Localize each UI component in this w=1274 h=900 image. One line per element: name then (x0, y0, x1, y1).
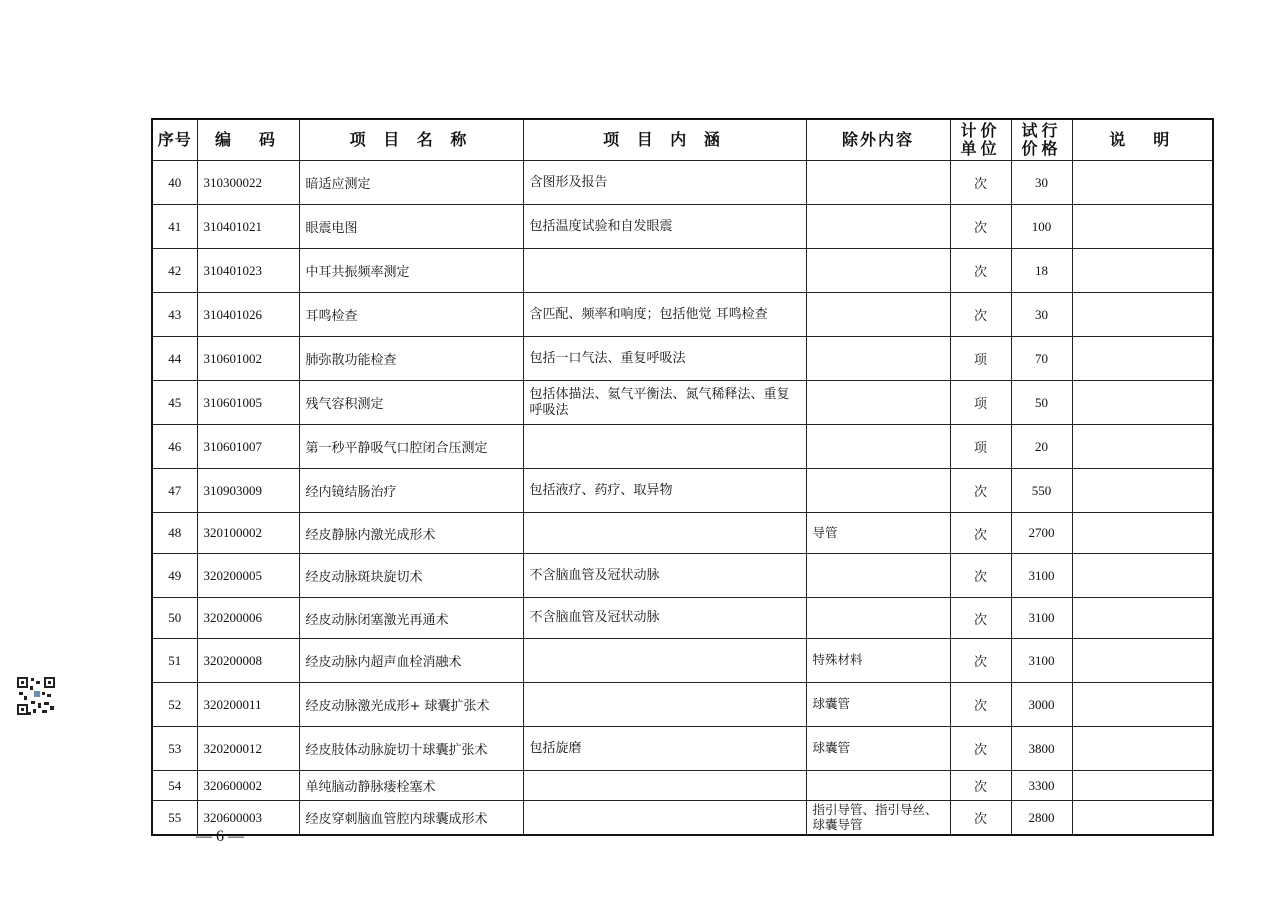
row-unit: 次 (950, 161, 1011, 205)
row-seq: 47 (152, 469, 197, 513)
row-price: 3100 (1011, 554, 1072, 598)
row-price: 50 (1011, 381, 1072, 425)
row-note (1072, 337, 1213, 381)
row-name: 单纯脑动静脉瘘栓塞术 (299, 771, 523, 801)
row-note (1072, 727, 1213, 771)
row-note (1072, 249, 1213, 293)
row-exclusion (806, 293, 950, 337)
row-code: 310601007 (197, 425, 299, 469)
row-exclusion: 导管 (806, 513, 950, 554)
row-note (1072, 425, 1213, 469)
header-name: 项 目 名 称 (299, 119, 523, 161)
row-exclusion (806, 249, 950, 293)
row-exclusion: 指引导管、指引导丝、球囊导管 (806, 801, 950, 836)
row-note (1072, 293, 1213, 337)
row-name: 经皮动脉闭塞激光再通术 (299, 598, 523, 639)
row-unit: 次 (950, 727, 1011, 771)
row-note (1072, 513, 1213, 554)
row-exclusion: 球囊管 (806, 683, 950, 727)
table-row (152, 469, 1213, 513)
row-exclusion: 球囊管 (806, 727, 950, 771)
row-unit: 次 (950, 249, 1011, 293)
row-note (1072, 639, 1213, 683)
row-content: 不含脑血管及冠状动脉 (523, 598, 806, 639)
row-seq: 41 (152, 205, 197, 249)
table-row (152, 161, 1213, 205)
row-content (523, 683, 806, 727)
row-note (1072, 598, 1213, 639)
table-row (152, 639, 1213, 683)
row-note (1072, 381, 1213, 425)
row-price: 100 (1011, 205, 1072, 249)
row-content (523, 771, 806, 801)
row-code: 320200011 (197, 683, 299, 727)
row-seq: 55 (152, 801, 197, 836)
table-row (152, 425, 1213, 469)
row-seq: 40 (152, 161, 197, 205)
row-exclusion (806, 554, 950, 598)
row-unit: 次 (950, 554, 1011, 598)
row-seq: 52 (152, 683, 197, 727)
row-unit: 项 (950, 425, 1011, 469)
row-code: 320200008 (197, 639, 299, 683)
row-name: 经内镜结肠治疗 (299, 469, 523, 513)
table-row (152, 727, 1213, 771)
row-price: 3800 (1011, 727, 1072, 771)
table-row (152, 598, 1213, 639)
row-price: 3000 (1011, 683, 1072, 727)
row-seq: 50 (152, 598, 197, 639)
row-unit: 次 (950, 683, 1011, 727)
row-exclusion (806, 337, 950, 381)
row-exclusion (806, 598, 950, 639)
row-unit: 次 (950, 513, 1011, 554)
row-unit: 项 (950, 381, 1011, 425)
price-table (151, 118, 1214, 836)
row-name: 经皮动脉激光成形+ 球囊扩张术 (299, 683, 523, 727)
row-exclusion (806, 425, 950, 469)
row-seq: 46 (152, 425, 197, 469)
row-code: 310300022 (197, 161, 299, 205)
row-content: 含图形及报告 (523, 161, 806, 205)
row-name: 第一秒平静吸气口腔闭合压测定 (299, 425, 523, 469)
row-price: 3100 (1011, 639, 1072, 683)
row-content: 包括体描法、氦气平衡法、氮气稀释法、重复呼吸法 (523, 381, 806, 425)
row-price: 30 (1011, 293, 1072, 337)
row-seq: 49 (152, 554, 197, 598)
row-name: 肺弥散功能检查 (299, 337, 523, 381)
row-name: 耳鸣检查 (299, 293, 523, 337)
row-content: 不含脑血管及冠状动脉 (523, 554, 806, 598)
row-name: 经皮肢体动脉旋切十球囊扩张术 (299, 727, 523, 771)
row-code: 310601005 (197, 381, 299, 425)
row-price: 30 (1011, 161, 1072, 205)
row-content (523, 425, 806, 469)
row-seq: 43 (152, 293, 197, 337)
row-name: 眼震电图 (299, 205, 523, 249)
table-row (152, 683, 1213, 727)
row-code: 320200005 (197, 554, 299, 598)
row-seq: 45 (152, 381, 197, 425)
row-content (523, 513, 806, 554)
row-note (1072, 771, 1213, 801)
table-row (152, 337, 1213, 381)
row-code: 310601002 (197, 337, 299, 381)
row-price: 18 (1011, 249, 1072, 293)
table-row (152, 205, 1213, 249)
row-name: 经皮静脉内激光成形术 (299, 513, 523, 554)
row-code: 320200006 (197, 598, 299, 639)
row-content (523, 249, 806, 293)
row-price: 2800 (1011, 801, 1072, 836)
table-row (152, 381, 1213, 425)
header-seq: 序号 (152, 119, 197, 161)
row-exclusion (806, 205, 950, 249)
row-unit: 次 (950, 801, 1011, 836)
row-seq: 44 (152, 337, 197, 381)
row-note (1072, 469, 1213, 513)
header-exclusion: 除外内容 (806, 119, 950, 161)
row-code: 320600002 (197, 771, 299, 801)
row-content (523, 801, 806, 836)
row-unit: 次 (950, 469, 1011, 513)
row-unit: 次 (950, 598, 1011, 639)
table-row (152, 249, 1213, 293)
row-exclusion (806, 469, 950, 513)
row-seq: 51 (152, 639, 197, 683)
row-code: 310401026 (197, 293, 299, 337)
row-content: 包括一口气法、重复呼吸法 (523, 337, 806, 381)
row-content: 含匹配、频率和响度；包括他觉 耳鸣检查 (523, 293, 806, 337)
row-exclusion (806, 381, 950, 425)
row-content: 包括温度试验和自发眼震 (523, 205, 806, 249)
row-unit: 次 (950, 205, 1011, 249)
row-code: 310903009 (197, 469, 299, 513)
row-seq: 48 (152, 513, 197, 554)
row-price: 3300 (1011, 771, 1072, 801)
row-name: 中耳共振频率测定 (299, 249, 523, 293)
row-content: 包括液疗、药疗、取异物 (523, 469, 806, 513)
page-number: — 6 — (196, 828, 244, 845)
row-exclusion (806, 771, 950, 801)
table-row (152, 771, 1213, 801)
row-price: 3100 (1011, 598, 1072, 639)
header-price: 试行价格 (1011, 119, 1072, 161)
row-code: 320200012 (197, 727, 299, 771)
row-unit: 项 (950, 337, 1011, 381)
table-row (152, 801, 1213, 836)
row-price: 2700 (1011, 513, 1072, 554)
row-content: 包括旋磨 (523, 727, 806, 771)
row-note (1072, 683, 1213, 727)
row-code: 310401021 (197, 205, 299, 249)
row-seq: 42 (152, 249, 197, 293)
row-unit: 次 (950, 293, 1011, 337)
row-name: 残气容积测定 (299, 381, 523, 425)
row-seq: 54 (152, 771, 197, 801)
row-price: 550 (1011, 469, 1072, 513)
qr-code-icon (16, 676, 56, 716)
row-seq: 53 (152, 727, 197, 771)
row-note (1072, 801, 1213, 836)
row-note (1072, 205, 1213, 249)
table-header-row (152, 119, 1213, 161)
row-price: 20 (1011, 425, 1072, 469)
row-name: 经皮穿刺脑血管腔内球囊成形术 (299, 801, 523, 836)
row-code: 310401023 (197, 249, 299, 293)
table-row (152, 513, 1213, 554)
header-note: 说 明 (1072, 119, 1213, 161)
row-exclusion: 特殊材料 (806, 639, 950, 683)
row-exclusion (806, 161, 950, 205)
row-note (1072, 161, 1213, 205)
row-name: 经皮动脉斑块旋切术 (299, 554, 523, 598)
row-code: 320100002 (197, 513, 299, 554)
row-content (523, 639, 806, 683)
table-row (152, 554, 1213, 598)
row-name: 经皮动脉内超声血栓消融术 (299, 639, 523, 683)
row-unit: 次 (950, 771, 1011, 801)
table-row (152, 293, 1213, 337)
header-content: 项 目 内 涵 (523, 119, 806, 161)
header-code: 编 码 (197, 119, 299, 161)
row-note (1072, 554, 1213, 598)
row-unit: 次 (950, 639, 1011, 683)
row-name: 暗适应测定 (299, 161, 523, 205)
row-code: 320600003 (197, 801, 299, 836)
header-unit: 计价单位 (950, 119, 1011, 161)
row-price: 70 (1011, 337, 1072, 381)
